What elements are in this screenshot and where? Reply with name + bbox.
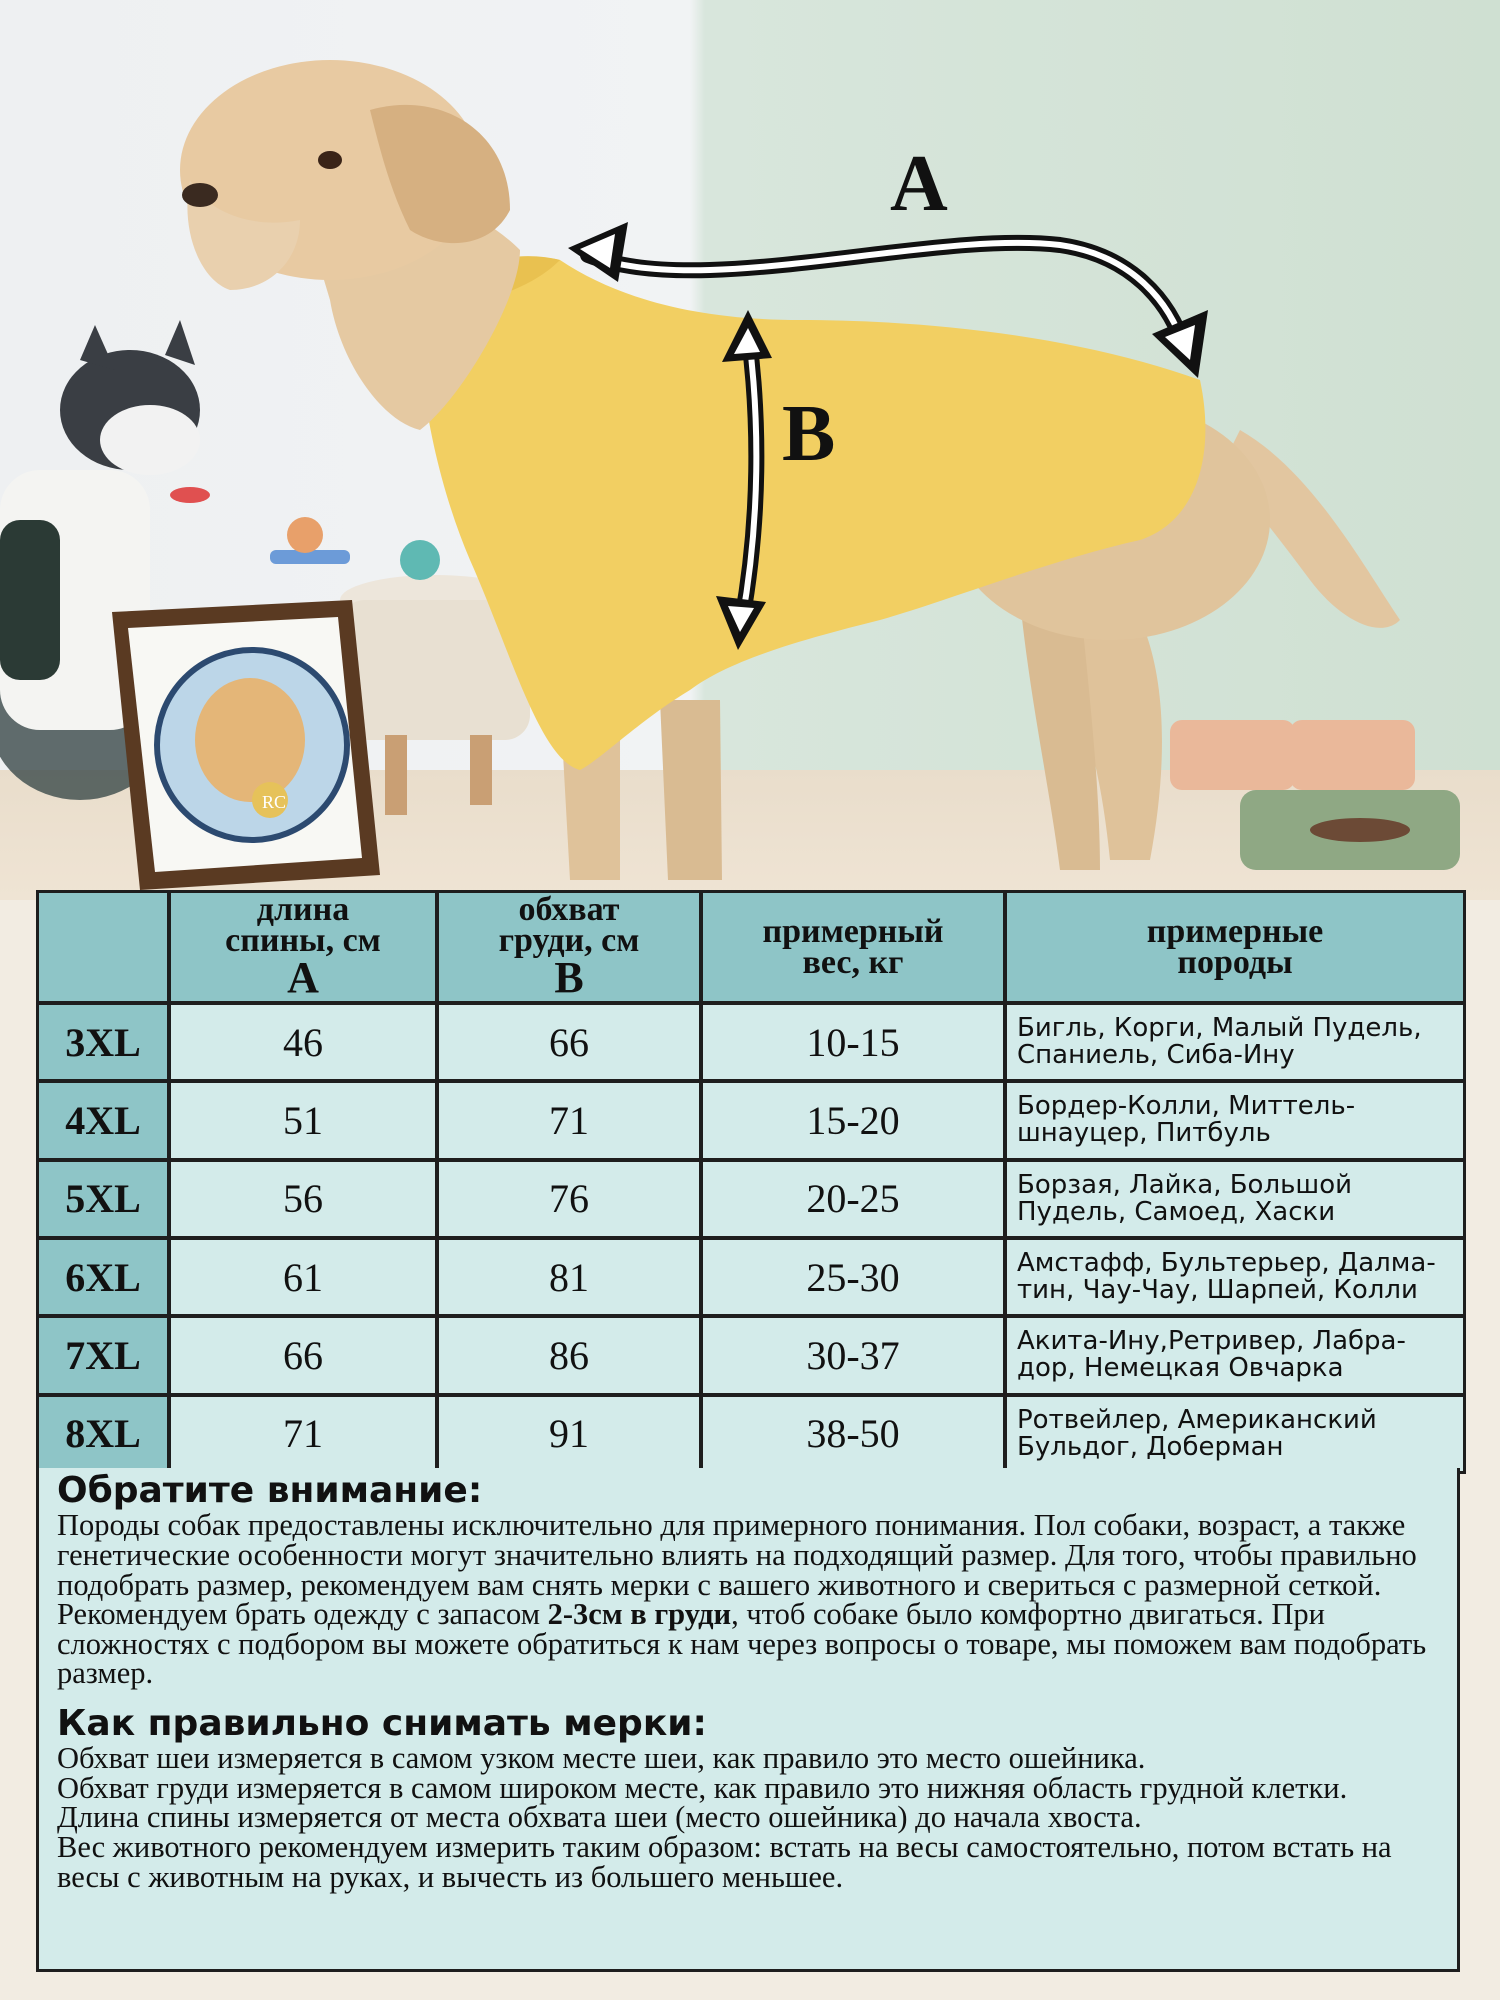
weight-value: 20-25 [703,1162,1003,1236]
howto-line-back: Длина спины измеряется от места обхвата шеи (место ошейника) до начала хвоста. [57,1800,1142,1835]
size-label: 3XL [39,1005,167,1079]
header-back-length-letter: A [287,953,319,1003]
attention-text-start: Породы собак предоставлены исключительно для примерного понимания. Пол собаки, возраст, а также генетические особенности могут значительно влиять на подходящий размер. Для того, чтобы правильно подобрать размер, рекомендуем вам снять мерки с вашего животного и свериться с размерной сеткой. Рекомендуем брать одежду с запасом [57,1508,1417,1632]
size-table [36,890,1466,1474]
weight-value: 15-20 [703,1083,1003,1157]
attention-text-bold: 2-3см в груди [547,1597,732,1632]
measurement-diagram [0,0,1500,900]
framed-portrait [112,600,380,890]
weight-value: 10-15 [703,1005,1003,1079]
breeds-value: Бордер-Колли, Миттель-шнауцер, Питбуль [1007,1083,1463,1157]
chest-value: 86 [439,1318,699,1392]
attention-title: Обратите внимание: [57,1470,483,1511]
logo-text: RC [262,792,287,812]
breeds-value: Ротвейлер, Американский Бульдог, Доберман [1007,1397,1463,1471]
header-back-length [171,890,435,1003]
howto-title: Как правильно снимать мерки: [57,1702,707,1744]
size-label: 8XL [39,1397,167,1471]
back-length-value: 71 [171,1397,435,1471]
back-length-value: 56 [171,1162,435,1236]
back-length-value: 51 [171,1083,435,1157]
size-label: 7XL [39,1318,167,1392]
header-chest-text: обхват груди, см [498,890,640,959]
attention-text [57,1508,1439,1691]
breeds-value: Амстафф, Бультерьер, Далма-тин, Чау-Чау, Шарпей, Колли [1007,1240,1463,1314]
weight-value: 25-30 [703,1240,1003,1314]
chest-value: 91 [439,1397,699,1471]
back-length-value: 66 [171,1318,435,1392]
chest-value: 81 [439,1240,699,1314]
arrow-a-label: A [890,140,948,228]
header-weight [703,893,1003,1001]
howto-line-weight: Вес животного рекомендуем измерить таким образом: встать на весы самостоятельно, потом встать на весы с животным на руках, и вычесть из большего меньшее. [57,1829,1392,1894]
arrow-b-label: B [782,390,836,478]
weight-value: 38-50 [703,1397,1003,1471]
breeds-value: Акита-Ину,Ретривер, Лабра-дор, Немецкая Овчарка [1007,1318,1463,1392]
header-chest [439,890,699,1003]
dog-bowls [1170,720,1460,870]
chest-value: 66 [439,1005,699,1079]
header-corner [39,893,167,1001]
size-label: 4XL [39,1083,167,1157]
howto-line-neck: Обхват шеи измеряется в самом узком месте шеи, как правило это место ошейника. [57,1741,1146,1776]
header-breeds [1007,893,1463,1001]
breeds-value: Борзая, Лайка, Большой Пудель, Самоед, Хаски [1007,1162,1463,1236]
header-weight-text: примерный вес, кг [762,912,944,981]
back-length-value: 46 [171,1005,435,1079]
header-back-length-text: длина спины, см [225,890,381,959]
chest-value: 76 [439,1162,699,1236]
product-photo [0,0,1500,900]
header-chest-letter: B [554,953,584,1003]
attention-text-end: , чтоб собаке было комфортно двигаться. При сложностях с подбором вы можете обратиться к нам через вопросы о товаре, мы поможем вам подобрать размер. [57,1597,1427,1691]
header-breeds-text: примерные породы [1146,912,1324,981]
chest-value: 71 [439,1083,699,1157]
size-label: 5XL [39,1162,167,1236]
size-label: 6XL [39,1240,167,1314]
howto-line-chest: Обхват груди измеряется в самом широком месте, как правило это нижняя область грудной клетки. [57,1770,1348,1805]
back-length-value: 61 [171,1240,435,1314]
weight-value: 30-37 [703,1318,1003,1392]
breeds-value: Бигль, Корги, Малый Пудель, Спаниель, Сиба-Ину [1007,1005,1463,1079]
notes-panel [36,1468,1460,1972]
